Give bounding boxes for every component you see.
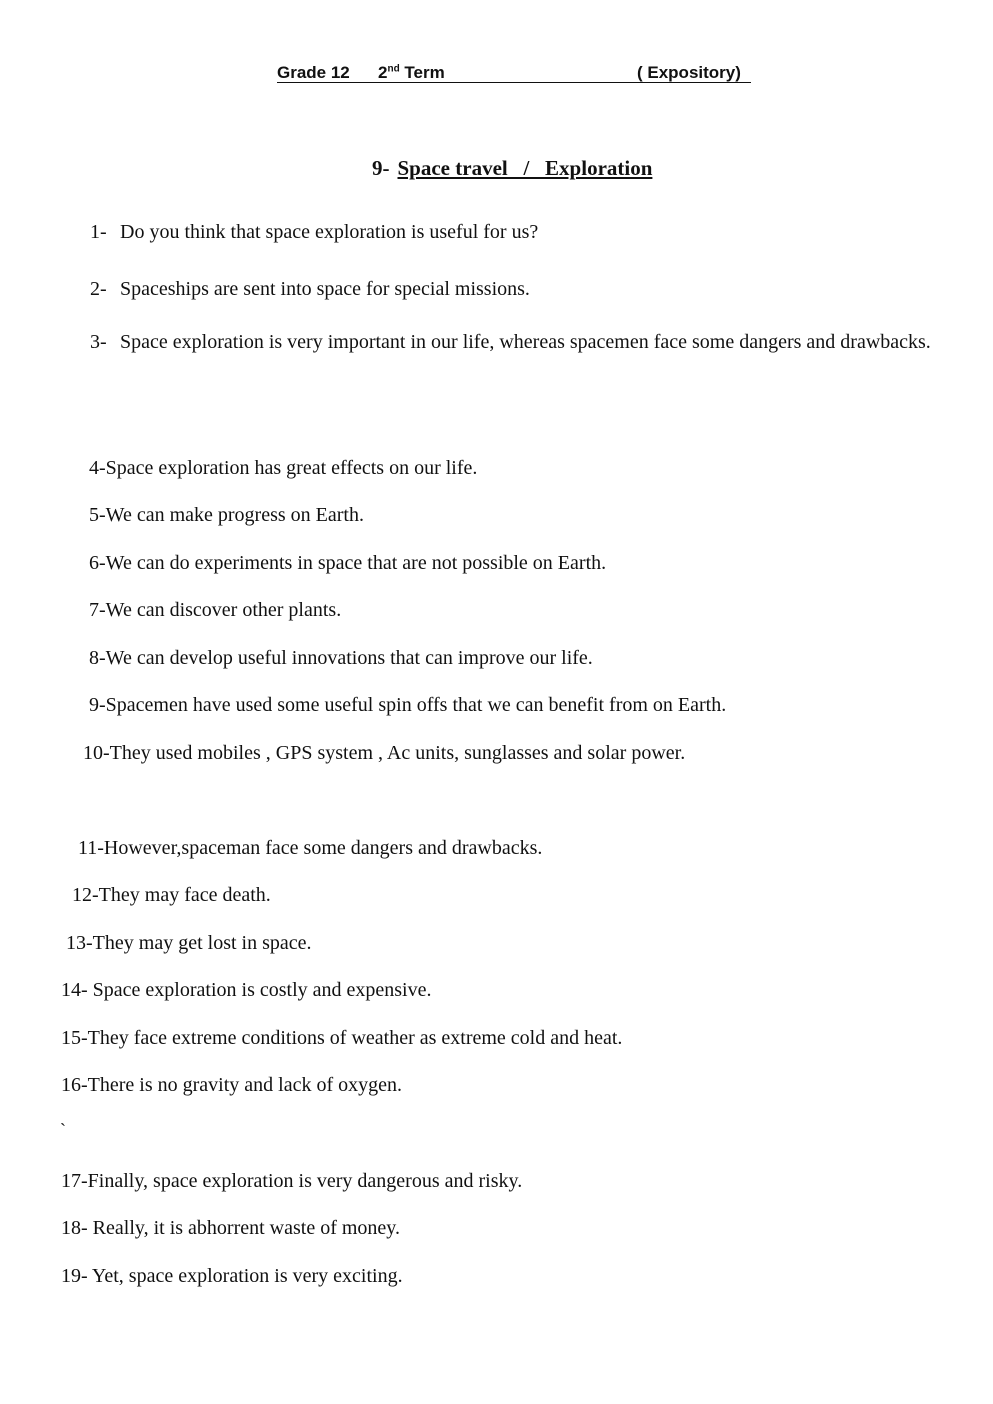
title-text: Space travel / Exploration [397,156,653,180]
item-text: Yet, space exploration is very exciting. [87,1265,403,1287]
item-number: 8- [89,647,106,669]
item-text: They used mobiles , GPS system , Ac units, sunglasses and solar power. [109,742,686,764]
item-text: Do you think that space exploration is useful for us? [120,221,539,243]
header-underline [277,82,751,83]
header-term-number: 2 [378,63,388,82]
list-item [89,500,364,531]
item-text: Space exploration is very important in our life, whereas spacemen face some dangers and drawbacks. [120,331,931,353]
item-text: Really, it is abhorrent waste of money. [87,1217,400,1239]
item-number: 5- [89,504,106,526]
item-number: 17- [61,1170,88,1192]
item-text: We can do experiments in space that are not possible on Earth. [105,552,607,574]
item-text: However,spaceman face some dangers and drawbacks. [103,837,543,859]
item-text: Spacemen have used some useful spin offs that we can benefit from on Earth. [105,694,727,716]
item-number: 15- [61,1027,88,1049]
item-text: They face extreme conditions of weather as extreme cold and heat. [87,1027,623,1049]
item-text: There is no gravity and lack of oxygen. [87,1074,403,1096]
item-text: They may face death. [98,884,271,906]
header-term-word: Term [404,63,445,82]
list-item [61,1070,402,1101]
item-number: 19- [61,1265,88,1287]
list-item [78,833,542,864]
list-item [89,548,606,579]
item-number: 3- [90,331,107,353]
list-item [89,643,593,674]
list-item [89,453,477,484]
item-number: 2- [90,278,107,300]
list-item [61,975,431,1006]
page-title [372,156,652,181]
list-item [61,1213,400,1244]
list-item [83,738,685,769]
item-number: 13- [66,932,93,954]
list-item [66,928,312,959]
list-item [61,1261,403,1292]
item-text: We can make progress on Earth. [105,504,364,526]
item-text: Space exploration is costly and expensive. [87,979,432,1001]
list-item [61,1166,522,1197]
list-item [61,1023,622,1054]
header-essay-type: ( Expository) [637,63,741,82]
list-item [72,880,271,911]
item-text: Spaceships are sent into space for special missions. [120,278,530,300]
item-text: We can discover other plants. [105,599,342,621]
item-number: 12- [72,884,99,906]
item-number: 4- [89,457,106,479]
item-text: We can develop useful innovations that can improve our life. [105,647,593,669]
item-text: Space exploration has great effects on our life. [105,457,478,479]
item-number: 6- [89,552,106,574]
item-number: 18- [61,1217,88,1239]
item-number: 11- [78,837,104,859]
title-number: 9- [372,156,390,180]
stray-mark: ` [60,1120,66,1140]
item-number: 7- [89,599,106,621]
header-term-suffix: nd [387,63,400,75]
list-item [89,690,726,721]
item-text: They may get lost in space. [92,932,312,954]
item-number: 9- [89,694,106,716]
item-number: 1- [90,221,107,243]
item-number: 16- [61,1074,88,1096]
header-grade: Grade 12 [277,63,350,82]
item-number: 10- [83,742,110,764]
list-item [89,595,341,626]
item-text: Finally, space exploration is very dangerous and risky. [87,1170,523,1192]
item-number: 14- [61,979,88,1001]
